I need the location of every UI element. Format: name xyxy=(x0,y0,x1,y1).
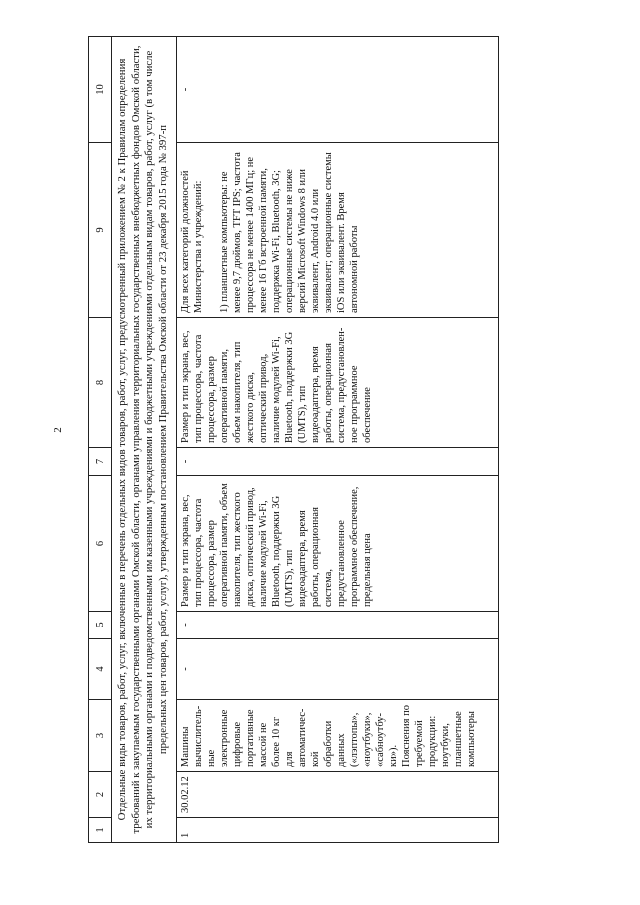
cell-characteristics: Размер и тип экрана, вес, тип процессора, частота процессора, размер оперативной памяти, объем накопителя, тип жесткого диска, оптический привод, наличие модулей Wi-Fi, Bluetooth, поддержки 3G (UMTS), тип видеоадаптера, время работы, операционная система, предустановленное программное обеспечение, предельная цена xyxy=(177,476,499,612)
cell-row-number: 1 xyxy=(177,818,499,843)
column-number: 9 xyxy=(89,143,112,318)
column-number-row xyxy=(89,37,112,843)
column-number: 4 xyxy=(89,639,112,700)
requirements-intro: Для всех категорий должностей Министерства и учреждений: xyxy=(180,170,205,313)
requirements-tablets: 1) планшетные компьютеры: не менее 9,7 дюймов, TFT IPS; частота процессора не менее 1400 МГц; не менее 16 Гб встроенной памяти, поддержка Wi-Fi, Bluetooth, 3G; операционные системы не ниже версий Microsoft Windows 8 или эквивалент, Android 4.0 или эквивалент; операционные системы iOS или эквивалент. Время автономной работы xyxy=(219,152,361,313)
cell-col-5: - xyxy=(177,612,499,639)
column-number: 5 xyxy=(89,612,112,639)
cell-okpd-code: 30.02.12 xyxy=(177,772,499,818)
cell-product-name: Машины вычислитель-ные электронные цифровые портативные массой не более 10 кг для автоматичес-кой обработки данных («лэптопы», «ноутбуки», «сабноутбу-ки»). Пояснения по требуемой продукции: ноутбуки, планшетные компьютеры xyxy=(177,700,499,772)
cell-col-7: - xyxy=(177,448,499,476)
column-number: 3 xyxy=(89,700,112,772)
column-number: 1 xyxy=(89,818,112,843)
cell-col-10: - xyxy=(177,37,499,143)
column-number: 7 xyxy=(89,448,112,476)
products-table xyxy=(88,36,499,843)
column-number: 2 xyxy=(89,772,112,818)
page-number: 2 xyxy=(52,427,64,433)
table-row xyxy=(177,37,499,843)
table-caption: Отдельные виды товаров, работ, услуг, включенные в перечень отдельных видов товаров, работ, услуг, предусмотренный приложением № 2 к Правилам определения требований к закупаемым государственными органами Омской области, органами управления территориальных государственных внебюджетных фондов Омской области, их территориальными органами и подведомственными им казенными учреждениями и бюджетными учреждениями отдельным видам товаров, работ, услуг (в том числе предельных цен товаров, работ, услуг), утвержденным постановлением Правительства Омской области от 23 декабря 2015 года № 397-п xyxy=(112,37,177,843)
cell-requirements xyxy=(177,143,499,318)
cell-characteristics-ministry: Размер и тип экрана, вес, тип процессора, частота процессора, размер оперативной памяти, объем накопителя, тип жесткого диска, оптический привод, наличие модулей Wi-Fi, Bluetooth, поддержки 3G (UMTS), тип видеоадаптера, время работы, операционная система, предустановлен-ное программное обеспечение xyxy=(177,318,499,448)
cell-col-4: - xyxy=(177,639,499,700)
rotated-table-wrapper xyxy=(88,37,608,843)
column-number: 6 xyxy=(89,476,112,612)
column-number: 10 xyxy=(89,37,112,143)
caption-row xyxy=(112,37,177,843)
column-number: 8 xyxy=(89,318,112,448)
